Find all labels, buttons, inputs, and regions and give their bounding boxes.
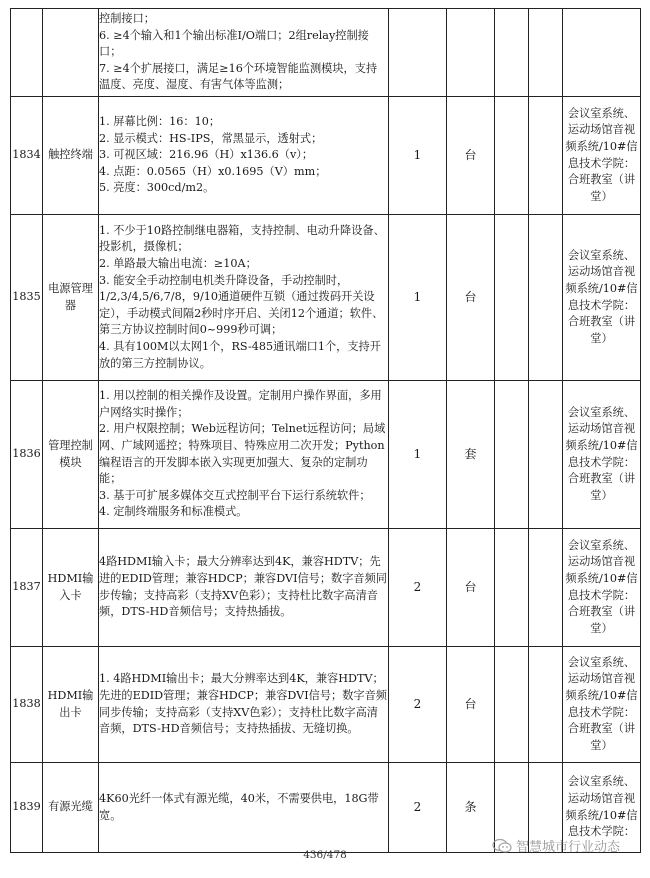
item-number: 1838 xyxy=(11,647,43,763)
item-location xyxy=(563,9,641,97)
empty-cell xyxy=(495,529,529,647)
empty-cell xyxy=(529,381,563,529)
item-spec xyxy=(99,763,389,853)
spec-line: 3. 基于可扩展多媒体交互式控制平台下运行系统软件； xyxy=(99,488,371,502)
item-name: 触控终端 xyxy=(43,97,99,215)
spec-line: 2. 单路最大输出电流：≥10A； xyxy=(99,257,257,271)
empty-cell xyxy=(495,381,529,529)
item-spec xyxy=(99,529,389,647)
item-name xyxy=(43,9,99,97)
watermark xyxy=(492,836,620,855)
spec-line: 4K60光纤一体式有源光缆，40米，不需要供电，18G带宽。 xyxy=(99,791,379,822)
item-number: 1839 xyxy=(11,763,43,853)
spec-line: 4路HDMI输入卡；最大分辨率达到4K，兼容HDTV；先进的EDID管理；兼容HDCP；兼容DVI信号；数字音频同步传输；支持高彩（支持XV色彩）；支持杜比数字高清音频，DTS-HD音频信号；支持热插拔。 xyxy=(99,555,387,619)
spec-line: 1. 4路HDMI输出卡；最大分辨率达到4K，兼容HDTV；先进的EDID管理；兼容HDCP；兼容DVI信号；数字音频同步传输；支持高彩（支持XV色彩）；支持杜比数字高清音频，DTS-HD音频信号；支持热插拔、无缝切换。 xyxy=(99,672,387,736)
spec-line: 2. 用户权限控制；Web远程访问；Telnet远程访问；局域网、广域网遥控；特殊项目、特殊应用二次开发；Python编程语言的开发脚本嵌入实现更加强大、复杂的定制功能； xyxy=(99,422,386,486)
empty-cell xyxy=(529,9,563,97)
item-name: HDMI输出卡 xyxy=(43,647,99,763)
item-unit: 条 xyxy=(447,763,495,853)
empty-cell xyxy=(529,647,563,763)
empty-cell xyxy=(529,97,563,215)
item-number: 1836 xyxy=(11,381,43,529)
wechat-icon xyxy=(492,838,512,854)
item-unit: 台 xyxy=(447,647,495,763)
item-name: HDMI输入卡 xyxy=(43,529,99,647)
item-unit: 台 xyxy=(447,215,495,381)
item-number: 1835 xyxy=(11,215,43,381)
item-unit: 台 xyxy=(447,529,495,647)
empty-cell xyxy=(495,97,529,215)
item-spec xyxy=(99,381,389,529)
spec-line: 3. 能安全手动控制电机类升降设备，手动控制时，1/2,3/4,5/6,7/8，9/10通道硬件互锁（通过拨码开关设定），手动模式间隔2秒时序开启、关闭12个通道；软件、第三方协议控制时间0~999秒可调； xyxy=(99,273,384,337)
spec-line: 3. 可视区域：216.96（H）x136.6（v）； xyxy=(99,148,314,162)
empty-cell xyxy=(529,215,563,381)
spec-line: 1. 用以控制的相关操作及设置。定制用户操作界面，多用户网络实时操作； xyxy=(99,389,382,419)
spec-line: 控制接口； xyxy=(99,12,155,26)
item-quantity: 1 xyxy=(389,97,447,215)
item-location: 会议室系统、运动场馆音视频系统/10#信息技术学院： xyxy=(563,763,641,853)
item-quantity: 2 xyxy=(389,763,447,853)
spec-line: 6. ≥4个输入和1个输出标准I/O端口；2组relay控制接口； xyxy=(99,28,369,59)
spec-line: 4. 点距：0.0565（H）x0.1695（V）mm； xyxy=(99,164,327,178)
item-spec xyxy=(99,97,389,215)
item-unit xyxy=(447,9,495,97)
spec-line: 5. 亮度：300cd/m2。 xyxy=(99,181,215,195)
item-location: 会议室系统、运动场馆音视频系统/10#信息技术学院：合班教室（讲堂） xyxy=(563,381,641,529)
spec-line: 2. 显示模式：HS-IPS，常黑显示，透射式； xyxy=(99,131,323,145)
item-spec xyxy=(99,215,389,381)
table-row xyxy=(11,529,641,647)
item-quantity: 2 xyxy=(389,647,447,763)
item-location: 会议室系统、运动场馆音视频系统/10#信息技术学院：合班教室（讲堂） xyxy=(563,215,641,381)
spec-line: 1. 屏幕比例：16：10； xyxy=(99,115,221,129)
empty-cell xyxy=(495,215,529,381)
item-quantity: 2 xyxy=(389,529,447,647)
item-quantity: 1 xyxy=(389,215,447,381)
item-location: 会议室系统、运动场馆音视频系统/10#信息技术学院：合班教室（讲堂） xyxy=(563,529,641,647)
item-spec xyxy=(99,647,389,763)
table-row xyxy=(11,97,641,215)
item-number xyxy=(11,9,43,97)
table-row xyxy=(11,215,641,381)
item-unit: 台 xyxy=(447,97,495,215)
item-name: 电源管理器 xyxy=(43,215,99,381)
table-row xyxy=(11,381,641,529)
watermark-text: 智慧城市行业动态 xyxy=(516,840,621,855)
page-number: 436/478 xyxy=(303,849,347,861)
item-quantity: 1 xyxy=(389,381,447,529)
item-quantity xyxy=(389,9,447,97)
table-row xyxy=(11,9,641,97)
empty-cell xyxy=(495,647,529,763)
empty-cell xyxy=(529,529,563,647)
item-number: 1837 xyxy=(11,529,43,647)
item-name: 管理控制模块 xyxy=(43,381,99,529)
item-spec xyxy=(99,9,389,97)
item-name: 有源光缆 xyxy=(43,763,99,853)
item-number: 1834 xyxy=(11,97,43,215)
spec-line: 1. 不少于10路控制继电器箱，支持控制、电动升降设备、投影机，摄像机； xyxy=(99,223,385,254)
item-location: 会议室系统、运动场馆音视频系统/10#信息技术学院：合班教室（讲堂） xyxy=(563,647,641,763)
item-unit: 套 xyxy=(447,381,495,529)
empty-cell xyxy=(495,9,529,97)
spec-line: 4. 定制终端服务和标准模式。 xyxy=(99,505,248,519)
spec-line: 4. 具有100M以太网1个，RS-485通讯端口1个，支持开放的第三方控制协议。 xyxy=(99,339,381,370)
item-location: 会议室系统、运动场馆音视频系统/10#信息技术学院：合班教室（讲堂） xyxy=(563,97,641,215)
table-row xyxy=(11,647,641,763)
spec-line: 7. ≥4个扩展接口，满足≥16个环境智能监测模块，支持温度、亮度、湿度、有害气体等监测； xyxy=(99,61,378,92)
spec-table xyxy=(10,8,641,853)
